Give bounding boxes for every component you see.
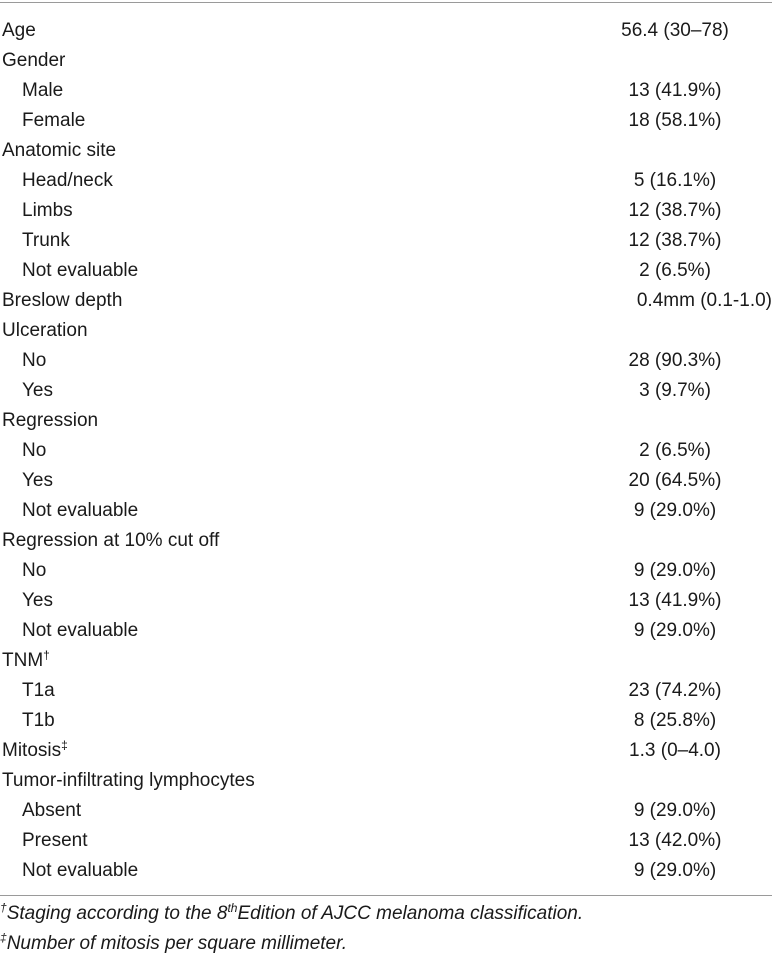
- row-label-text: Female: [22, 110, 86, 131]
- row-value: 8 (25.8%): [633, 710, 717, 731]
- row-label: [22, 676, 55, 706]
- row-label-text: Trunk: [22, 230, 70, 251]
- row-value: 0.4mm (0.1-1.0): [636, 290, 772, 311]
- row-label-text: Head/neck: [22, 170, 113, 191]
- row-value: 28 (90.3%): [628, 350, 722, 371]
- table-subrow: [0, 706, 772, 736]
- row-label: [2, 286, 122, 316]
- row-label: [2, 736, 68, 766]
- row-value: 12 (38.7%): [628, 200, 722, 221]
- row-label-text: T1b: [22, 710, 55, 731]
- row-label: [22, 496, 138, 526]
- table-row: [0, 16, 772, 46]
- table-subrow: [0, 826, 772, 856]
- footnote-double-dagger-mark: ‡: [0, 931, 7, 945]
- row-label: [22, 616, 138, 646]
- row-label: [22, 256, 138, 286]
- row-value: 9 (29.0%): [633, 500, 717, 521]
- row-label: [22, 376, 53, 406]
- row-value: 5 (16.1%): [633, 170, 717, 191]
- row-label-text: Gender: [2, 50, 66, 71]
- row-label: [2, 136, 116, 166]
- table-body: [0, 16, 772, 886]
- table-subrow: [0, 586, 772, 616]
- row-label-text: Regression at 10% cut off: [2, 530, 220, 551]
- row-value: 12 (38.7%): [628, 230, 722, 251]
- table-subrow: [0, 256, 772, 286]
- row-label: [22, 76, 63, 106]
- table-bottom-rule: [0, 895, 772, 896]
- row-label: [2, 526, 219, 556]
- row-value: 13 (41.9%): [628, 80, 722, 101]
- footnote-dagger: [0, 899, 772, 929]
- row-label: [22, 706, 55, 736]
- row-value: 2 (6.5%): [639, 440, 711, 461]
- table-subrow: [0, 376, 772, 406]
- row-label: [22, 346, 46, 376]
- table-row: [0, 526, 772, 556]
- row-label-text: Yes: [22, 380, 53, 401]
- row-label-text: No: [22, 440, 47, 461]
- row-label: [2, 406, 98, 436]
- row-label-text: Age: [2, 20, 36, 41]
- footnote-double-dagger: [0, 929, 772, 959]
- row-label: [22, 226, 70, 256]
- row-value: 1.3 (0–4.0): [629, 740, 721, 761]
- row-label-text: Absent: [22, 800, 82, 821]
- row-label-footnote-mark: †: [43, 648, 50, 662]
- row-label: [22, 826, 87, 856]
- row-label-footnote-mark: ‡: [61, 738, 68, 752]
- table-row: [0, 136, 772, 166]
- row-label-text: Not evaluable: [22, 620, 139, 641]
- row-label-text: Male: [22, 80, 64, 101]
- table-subrow: [0, 496, 772, 526]
- row-label-text: Mitosis: [2, 740, 62, 761]
- table-row: [0, 736, 772, 766]
- row-label-text: Yes: [22, 470, 53, 491]
- table-top-rule: [0, 2, 772, 3]
- table-row: [0, 286, 772, 316]
- table-subrow: [0, 346, 772, 376]
- table-subrow: [0, 106, 772, 136]
- row-value: 18 (58.1%): [628, 110, 722, 131]
- row-label-text: Limbs: [22, 200, 73, 221]
- row-value: 13 (41.9%): [628, 590, 722, 611]
- row-label-text: Breslow depth: [2, 290, 123, 311]
- table-subrow: [0, 226, 772, 256]
- row-value: 9 (29.0%): [633, 860, 717, 881]
- row-label: [22, 166, 113, 196]
- table-subrow: [0, 856, 772, 886]
- row-label: [22, 436, 46, 466]
- table-subrow: [0, 796, 772, 826]
- table-subrow: [0, 466, 772, 496]
- row-label-text: Tumor-infiltrating lymphocytes: [2, 770, 255, 791]
- table-row: [0, 46, 772, 76]
- table-subrow: [0, 196, 772, 226]
- table-subrow: [0, 556, 772, 586]
- row-label: [2, 46, 65, 76]
- table-row: [0, 316, 772, 346]
- row-value: 20 (64.5%): [628, 470, 722, 491]
- row-label: [2, 16, 36, 46]
- row-value: 56.4 (30–78): [621, 20, 729, 41]
- table-subrow: [0, 166, 772, 196]
- footnote-dagger-ordinal: th: [227, 901, 238, 915]
- row-label: [2, 646, 50, 676]
- table-row: [0, 646, 772, 676]
- row-label-text: Not evaluable: [22, 500, 139, 521]
- row-label-text: Yes: [22, 590, 53, 611]
- table-subrow: [0, 616, 772, 646]
- row-value: 9 (29.0%): [633, 560, 717, 581]
- table-footnotes: [0, 899, 772, 959]
- row-label-text: No: [22, 560, 47, 581]
- row-label-text: T1a: [22, 680, 55, 701]
- table-row: [0, 766, 772, 796]
- table-subrow: [0, 76, 772, 106]
- footnote-dagger-mark: †: [0, 901, 7, 915]
- row-label: [22, 796, 81, 826]
- table-row: [0, 406, 772, 436]
- row-value: 3 (9.7%): [639, 380, 711, 401]
- row-label: [22, 466, 53, 496]
- row-label: [22, 106, 85, 136]
- row-label-text: Present: [22, 830, 88, 851]
- row-label: [22, 196, 73, 226]
- row-label-text: Anatomic site: [2, 140, 117, 161]
- row-value: 9 (29.0%): [633, 800, 717, 821]
- table-subrow: [0, 676, 772, 706]
- row-value: 9 (29.0%): [633, 620, 717, 641]
- row-label-text: TNM: [2, 650, 44, 671]
- row-value: 2 (6.5%): [639, 260, 711, 281]
- row-label: [22, 586, 53, 616]
- row-label: [22, 856, 138, 886]
- row-label-text: No: [22, 350, 47, 371]
- row-label-text: Not evaluable: [22, 260, 139, 281]
- footnote-double-dagger-text: Number of mitosis per square millimeter.: [6, 933, 348, 954]
- row-label-text: Ulceration: [2, 320, 88, 341]
- row-label-text: Not evaluable: [22, 860, 139, 881]
- row-label-text: Regression: [2, 410, 99, 431]
- row-label: [22, 556, 46, 586]
- table-subrow: [0, 436, 772, 466]
- row-value: 13 (42.0%): [628, 830, 722, 851]
- footnote-dagger-text-after: Edition of AJCC melanoma classification.: [237, 903, 584, 924]
- row-label: [2, 766, 255, 796]
- row-label: [2, 316, 88, 346]
- footnote-dagger-text-before: Staging according to the 8: [6, 903, 228, 924]
- row-value: 23 (74.2%): [628, 680, 722, 701]
